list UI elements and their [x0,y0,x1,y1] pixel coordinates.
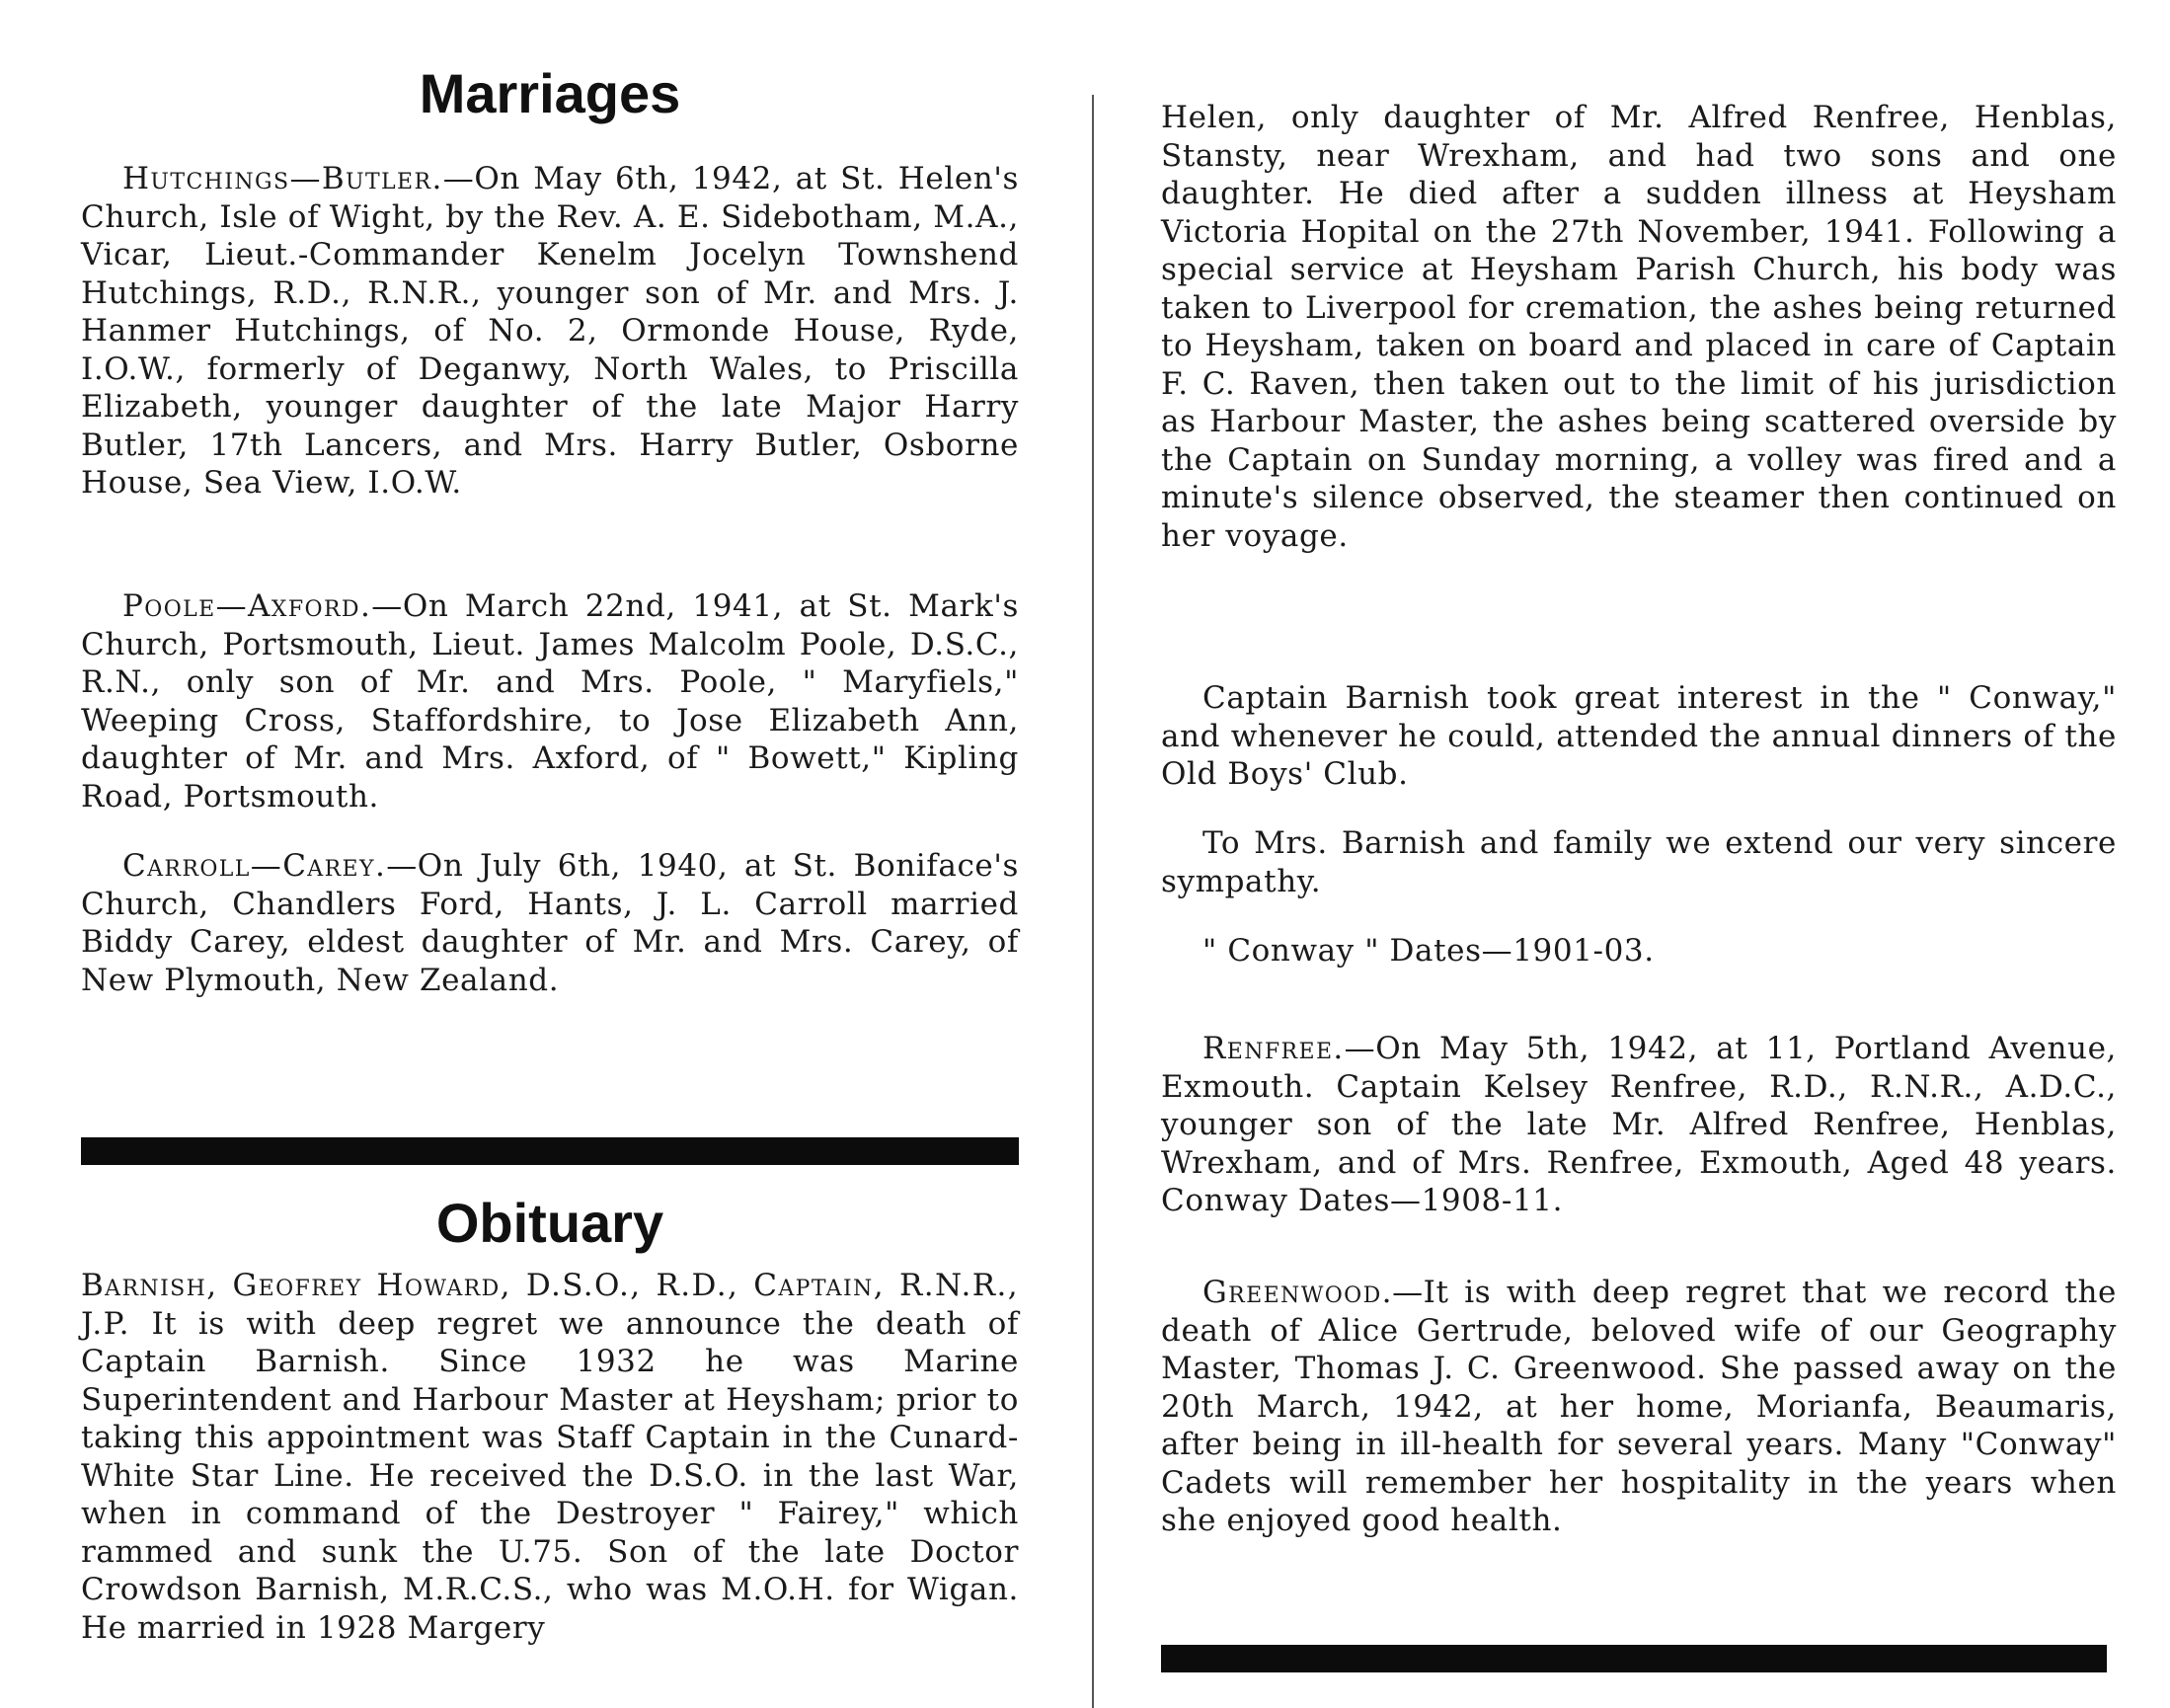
entry-name: Carroll—Carey. [122,848,387,884]
entry-name: Renfree. [1202,1031,1345,1066]
entry-text: —On July 6th, 1940, at St. Boniface's Church, Chandlers Ford, Hants, J. L. Carroll married Biddy Carey, eldest daughter of Mr. and Mrs. Carey, of New Plymouth, New Zealand. [81,848,1019,998]
obituary-entry-barnish [81,1267,1019,1647]
marriage-entry-hutchings [81,160,1019,503]
marriages-heading: Marriages [419,62,681,124]
obituary-barnish-dates: " Conway " Dates—1901-03. [1202,933,1655,969]
entry-name: Poole—Axford. [122,588,372,624]
obituary-entry-greenwood [1161,1274,2117,1540]
obituary-barnish-continued: Helen, only daughter of Mr. Alfred Renfree, Henblas, Stansty, near Wrexham, and had two sons and one daughter. He died after a sudden illness at Heysham Victoria Hopital on the 27th November, 1941. Following a special service at Heysham Parish Church, his body was taken to Liverpool for cremation, the ashes being returned to Heysham, taken on board and placed in care of Captain F. C. Raven, then taken out to the limit of his jurisdiction as Harbour Master, the ashes being scattered overside by the Captain on Sunday morning, a volley was fired and a minute's silence observed, the steamer then continued on her voyage. [1161,100,2117,554]
section-divider-bar [81,1137,1019,1165]
obituary-heading: Obituary [435,1192,664,1254]
entry-name: Barnish, Geofrey Howard, D.S.O., R.D., Captain, R.N.R., J.P. [81,1268,1019,1342]
entry-text: It is with deep regret we announce the death of Captain Barnish. Since 1932 he was Marine Superintendent and Harbour Master at Heysham; prior to taking this appointment was Staff Captain in the Cunard-White Star Line. He received the D.S.O. in the last War, when in command of the Destroyer " Fairey," which rammed and sunk the U.75. Son of the late Doctor Crowdson Barnish, M.R.C.S., who was M.O.H. for Wigan. He married in 1928 Margery [81,1305,1019,1646]
marriage-entry-poole [81,587,1019,815]
obituary-barnish-sympathy: To Mrs. Barnish and family we extend our very sincere sympathy. [1161,825,2117,899]
entry-text: —On March 22nd, 1941, at St. Mark's Church, Portsmouth, Lieut. James Malcolm Poole, D.S.C., R.N., only son of Mr. and Mrs. Poole, " Maryfiels," Weeping Cross, Staffordshire, to Jose Elizabeth Ann, daughter of Mr. and Mrs. Axford, of " Bowett," Kipling Road, Portsmouth. [81,588,1019,815]
right-column [1161,0,2117,1708]
entry-text: —On May 6th, 1942, at St. Helen's Church, Isle of Wight, by the Rev. A. E. Sidebotham, M.A., Vicar, Lieut.-Commander Kenelm Jocelyn Townshend Hutchings, R.D., R.N.R., younger son of Mr. and Mrs. J. Hanmer Hutchings, of No. 2, Ormonde House, Ryde, I.O.W., formerly of Deganwy, North Wales, to Priscilla Elizabeth, younger daughter of the late Major Harry Butler, 17th Lancers, and Mrs. Harry Butler, Osborne House, Sea View, I.O.W. [81,161,1019,501]
entry-name: Hutchings—Butler. [122,161,443,196]
marriage-entry-carroll [81,847,1019,999]
obituary-barnish-interest: Captain Barnish took great interest in the " Conway," and whenever he could, attended the annual dinners of the Old Boys' Club. [1161,680,2117,792]
entry-text: .—It is with deep regret that we record the death of Alice Gertrude, beloved wife of our Geography Master, Thomas J. C. Greenwood. She passed away on the 20th March, 1942, at her home, Morianfa, Beaumaris, after being in ill-health for several years. Many "Conway" Cadets will remember her hospitality in the years when she enjoyed good health. [1161,1275,2117,1538]
entry-text: —On May 5th, 1942, at 11, Portland Avenue, Exmouth. Captain Kelsey Renfree, R.D., R.N.R., A.D.C., younger son of the late Mr. Alfred Renfree, Henblas, Wrexham, and of Mrs. Renfree, Exmouth, Aged 48 years. Conway Dates—1908-11. [1161,1031,2117,1218]
left-column [81,0,1019,1708]
obituary-entry-renfree [1161,1030,2117,1220]
entry-name: Greenwood [1202,1275,1382,1310]
column-divider [1092,95,1094,1708]
section-divider-bar-right [1161,1645,2107,1672]
